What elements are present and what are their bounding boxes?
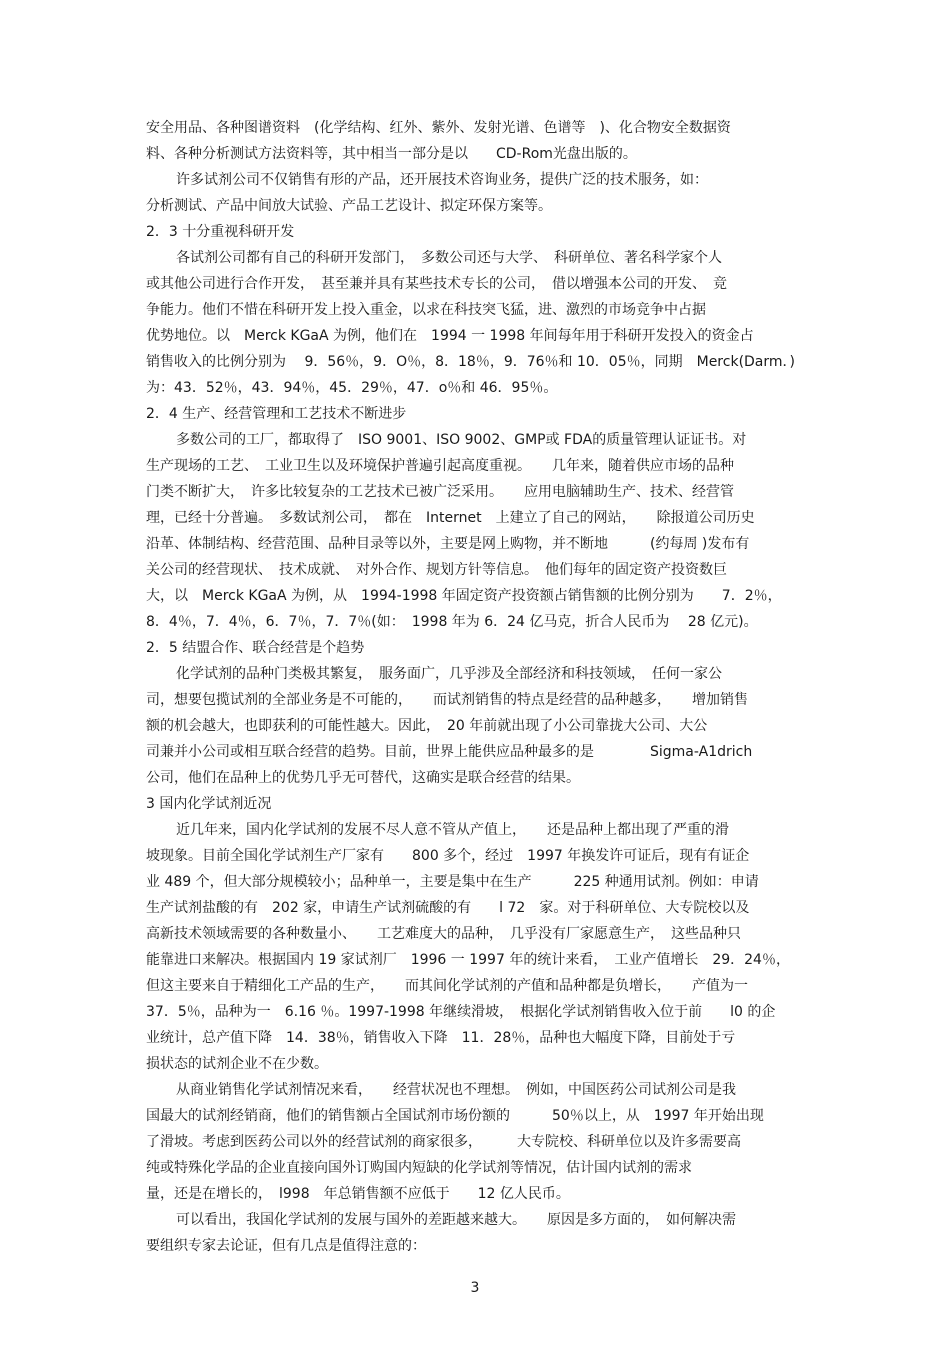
text-line: 安全用品、各种图谱资料 (化学结构、红外、紫外、发射光谱、色谱等 )、化合物安全数据资 bbox=[146, 120, 731, 136]
text-line: 要组织专家去论证，但有几点是值得注意的： bbox=[146, 1238, 426, 1254]
text-line: 高新技术领域需要的各种数量小、 工艺难度大的品种， 几乎没有厂家愿意生产， 这些品种只 bbox=[146, 926, 741, 942]
text-line: 纯或特殊化学品的企业直接向国外订购国内短缺的化学试剂等情况，估计国内试剂的需求 bbox=[146, 1160, 692, 1176]
text-line: 多数公司的工厂，都取得了 ISO 9001、ISO 9002、GMP或 FDA的质量管理认证证书。对 bbox=[176, 432, 747, 448]
text-line: 理，已经十分普遍。 多数试剂公司， 都在 Internet 上建立了自己的网站， 除报道公司历史 bbox=[146, 510, 755, 526]
text-line: 争能力。他们不惜在科研开发上投入重金，以求在科技突飞猛，进、激烈的市场竞争中占据 bbox=[146, 302, 706, 318]
section-heading: 2．4 生产、经营管理和工艺技术不断进步 bbox=[146, 406, 407, 422]
text-line: 门类不断扩大， 许多比较复杂的工艺技术已被广泛采用。 应用电脑辅助生产、技术、经营管 bbox=[146, 484, 734, 500]
text-line: 沿革、体制结构、经营范围、品种目录等以外，主要是网上购物，并不断地 (约每周 )发布有 bbox=[146, 536, 750, 552]
text-line: 司兼并小公司或相互联合经营的趋势。目前，世界上能供应品种最多的是 Sigma-A1drich bbox=[146, 744, 753, 760]
text-line: 销售收入的比例分别为 9．56％，9．O％，8．18％，9．76％和 10．05％，同期 Merck(Darm．) bbox=[146, 354, 795, 370]
text-line: 关公司的经营现状、 技术成就、 对外合作、规划方针等信息。 他们每年的固定资产投资数巨 bbox=[146, 562, 727, 578]
text-line: 37．5％，品种为一 6.16 ％。1997-1998 年继续滑坡， 根据化学试剂销售收入位于前 l0 的企 bbox=[146, 1004, 776, 1020]
text-line: 生产现场的工艺、 工业卫生以及环境保护普遍引起高度重视。 几年来，随着供应市场的品种 bbox=[146, 458, 734, 474]
text-line: 各试剂公司都有自己的科研开发部门， 多数公司还与大学、 科研单位、著名科学家个人 bbox=[176, 250, 722, 266]
text-line: 公司，他们在品种上的优势几乎无可替代，这确实是联合经营的结果。 bbox=[146, 770, 580, 786]
text-line: 近几年来，国内化学试剂的发展不尽人意不管从产值上， 还是品种上都出现了严重的滑 bbox=[176, 822, 729, 838]
page-number: 3 bbox=[470, 1280, 480, 1296]
text-line: 额的机会越大，也即获利的可能性越大。因此， 20 年前就出现了小公司靠拢大公司、大公 bbox=[146, 718, 708, 734]
section-heading: 3 国内化学试剂近况 bbox=[146, 796, 272, 812]
text-line: 分析测试、产品中间放大试验、产品工艺设计、拟定环保方案等。 bbox=[146, 198, 552, 214]
text-line: 但这主要来自于精细化工产品的生产， 而其间化学试剂的产值和品种都是负增长， 产值为一 bbox=[146, 978, 748, 994]
text-line: 可以看出，我国化学试剂的发展与国外的差距越来越大。 原因是多方面的， 如何解决需 bbox=[176, 1212, 736, 1228]
text-line: 料、各种分析测试方法资料等，其中相当一部分是以 CD-Rom光盘出版的。 bbox=[146, 146, 637, 162]
text-line: 业统计，总产值下降 14．38％，销售收入下降 11．28％，品种也大幅度下降，目前处于亏 bbox=[146, 1030, 736, 1046]
text-line: 司，想要包揽试剂的全部业务是不可能的， 而试剂销售的特点是经营的品种越多， 增加销售 bbox=[146, 692, 748, 708]
text-line: 坡现象。目前全国化学试剂生产厂家有 800 多个，经过 1997 年换发许可证后，现有有证企 bbox=[146, 848, 750, 864]
text-line: 了滑坡。考虑到医药公司以外的经营试剂的商家很多， 大专院校、科研单位以及许多需要高 bbox=[146, 1134, 741, 1150]
text-line: 损状态的试剂企业不在少数。 bbox=[146, 1056, 328, 1072]
text-line: 量，还是在增长的， l998 年总销售额不应低于 12 亿人民币。 bbox=[146, 1186, 570, 1202]
text-line: 生产试剂盐酸的有 202 家，申请生产试剂硫酸的有 l 72 家。对于科研单位、大专院校以及 bbox=[146, 900, 750, 916]
text-line: 许多试剂公司不仅销售有形的产品，还开展技术咨询业务，提供广泛的技术服务，如： bbox=[176, 172, 708, 188]
text-line: 从商业销售化学试剂情况来看， 经营状况也不理想。 例如，中国医药公司试剂公司是我 bbox=[176, 1082, 736, 1098]
text-line: 为：43．52％，43．94％，45．29％，47．o％和 46．95％。 bbox=[146, 380, 558, 396]
text-line: 或其他公司进行合作开发， 甚至兼并具有某些技术专长的公司， 借以增强本公司的开发、 竞 bbox=[146, 276, 727, 292]
text-line: 能靠进口来解决。根据国内 19 家试剂厂 1996 一 1997 年的统计来看， 工业产值增长 29．24％， bbox=[146, 952, 790, 968]
text-line: 8．4％，7．4％，6．7％，7．7％(如： 1998 年为 6．24 亿马克，折合人民币为 28 亿元)。 bbox=[146, 614, 758, 630]
section-heading: 2．5 结盟合作、联合经营是个趋势 bbox=[146, 640, 365, 656]
text-line: 化学试剂的品种门类极其繁复， 服务面广，几乎涉及全部经济和科技领域， 任何一家公 bbox=[176, 666, 722, 682]
text-line: 大，以 Merck KGaA 为例，从 1994-1998 年固定资产投资额占销售额的比例分别为 7．2％， bbox=[146, 588, 782, 604]
text-line: 业 489 个，但大部分规模较小；品种单一，主要是集中在生产 225 种通用试剂。例如：申请 bbox=[146, 874, 759, 890]
section-heading: 2．3 十分重视科研开发 bbox=[146, 224, 295, 240]
text-line: 优势地位。以 Merck KGaA 为例，他们在 1994 一 1998 年间每年用于科研开发投入的资金占 bbox=[146, 328, 754, 344]
text-line: 国最大的试剂经销商，他们的销售额占全国试剂市场份额的 50％以上，从 1997 年开始出现 bbox=[146, 1108, 764, 1124]
